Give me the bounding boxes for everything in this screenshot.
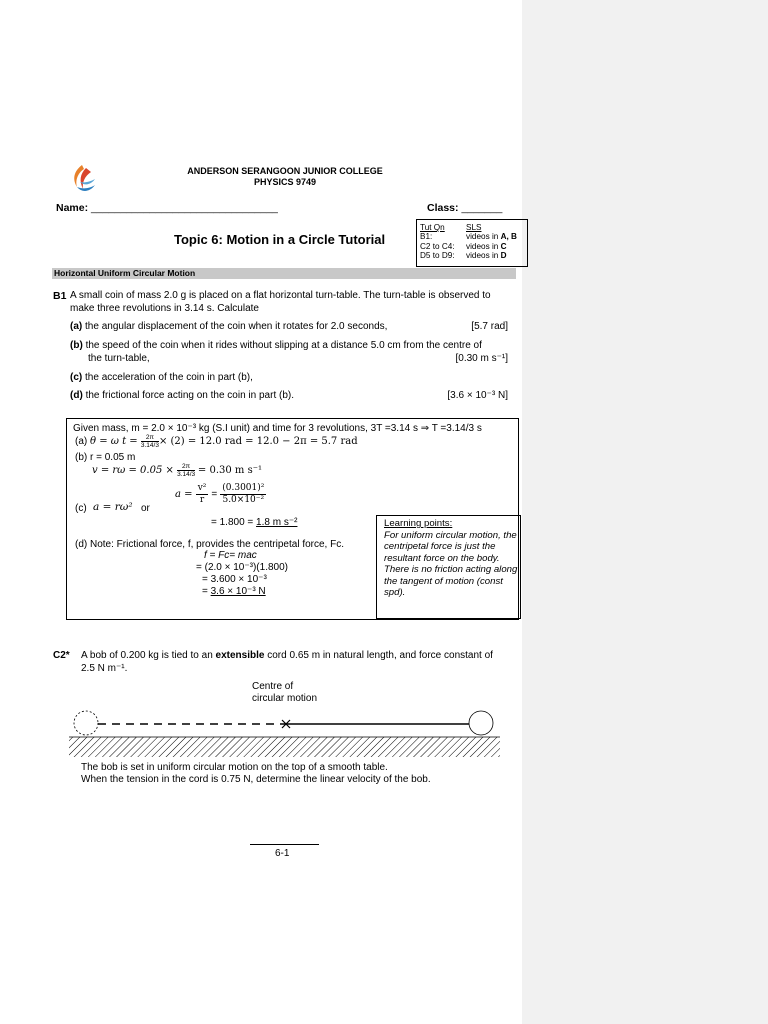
frac-top: 2π (141, 434, 159, 442)
subject-code: PHYSICS 9749 (253, 177, 317, 187)
tutorial-video-table (416, 219, 528, 267)
c2-stem-line2: 2.5 N m⁻¹. (81, 662, 128, 674)
solution-d-line2: = (2.0 × 10⁻³)(1.800) (196, 562, 288, 573)
tut-row-sls (466, 242, 517, 251)
bob-dashed-position (74, 711, 98, 735)
part-text: the speed of the coin when it rides without slipping at a distance 5.0 cm from the centre of (85, 340, 482, 351)
c2-body-line2: When the tension in the cord is 0.75 N, determine the linear velocity of the bob. (81, 774, 431, 785)
part-answer: [5.7 rad] (471, 321, 508, 332)
sol-d-line4-value: 3.6 × 10⁻³ N (210, 586, 266, 597)
b1-stem (70, 290, 491, 315)
learning-points-title: Learning points: (384, 518, 453, 529)
college-logo-icon (68, 163, 98, 195)
class-label: Class: (427, 202, 459, 214)
part-label: (d) (70, 390, 83, 401)
c2-body (81, 762, 431, 786)
sol-a-fraction (141, 434, 159, 449)
solution-c-fraction-group: a = $\frac{\text{v²}}{r}$ = $\frac{\text{(0.3001)²}}{\text{5.0×10⁻²}}$ (175, 483, 265, 505)
learning-points-box (376, 515, 521, 619)
frac-top: 2π (177, 463, 195, 471)
solution-c-result (211, 517, 297, 529)
tut-header-qn: Tut Qn (420, 223, 445, 232)
learning-point-1: For uniform circular motion, the centripetal force is just the resultant force on the body. (384, 529, 517, 564)
sol-d-line4-pre: = (202, 586, 211, 597)
bob (469, 711, 493, 735)
frac-bottom: r (199, 495, 205, 505)
b1-part-c (70, 372, 516, 385)
tut-row-qn: D5 to D9: (420, 250, 455, 260)
page-title: Topic 6: Motion in a Circle Tutorial (174, 232, 386, 247)
tut-row-sls (466, 251, 517, 260)
solution-part-b (92, 463, 262, 478)
solution-part-c-prefix: (c) (75, 503, 87, 514)
college-header (150, 166, 420, 188)
tut-row-bold: A, B (500, 232, 517, 242)
section-heading: Horizontal Uniform Circular Motion (52, 268, 516, 279)
name-blank: ________________________________ (91, 202, 278, 214)
tut-row-bold: D (500, 250, 507, 260)
c2-stem (81, 650, 493, 675)
part-label: (b) (70, 340, 83, 351)
solution-c-or: or (141, 503, 150, 514)
frac-bottom: 3.14/3 (140, 442, 159, 449)
sol-c-a: a = (175, 489, 196, 500)
b1-stem-line1: A small coin of mass 2.0 g is placed on a flat horizontal turn-table. The turn-table is observed to (70, 290, 491, 301)
part-text: the angular displacement of the coin when it rotates for 2.0 seconds, (85, 321, 388, 332)
part-label: (a) (70, 321, 83, 332)
solution-d-line4 (202, 586, 266, 598)
sol-a-eq-rhs: × (2) = 12.0 rad = 12.0 − 2π = 5.7 rad (158, 436, 358, 448)
table-row (420, 251, 517, 260)
question-number-c2: C2* (53, 650, 70, 661)
frac-bottom: 3.14/3 (177, 471, 196, 478)
solution-d-line3: = 3.600 × 10⁻³ (202, 574, 267, 585)
c2-stem-bold: extensible (215, 650, 265, 661)
tut-header-sls: SLS (466, 223, 482, 232)
part-text-line2: the turn-table, (88, 352, 150, 364)
circular-motion-diagram (60, 700, 520, 760)
learning-point-2: There is no friction acting along the tangent of motion (const spd). (384, 564, 518, 598)
tut-table-header (420, 223, 517, 232)
class-field (427, 202, 502, 214)
sol-b-eq-lhs: v = rω = 0.05 × (92, 465, 178, 477)
sol-c-result-value: 1.8 m s⁻² (256, 517, 298, 528)
part-text: the frictional force acting on the coin in part (b). (85, 390, 295, 401)
frac-bottom: 5.0×10⁻² (222, 495, 265, 505)
part-answer: [3.6 × 10⁻³ N] (447, 390, 508, 401)
b1-part-a (70, 321, 516, 334)
college-name: ANDERSON SERANGOON JUNIOR COLLEGE (187, 166, 383, 176)
solution-d-line1: f = Fc= mac (204, 550, 257, 561)
solution-part-a (75, 434, 358, 449)
tut-row-sls (466, 232, 517, 241)
comment-pane (522, 0, 768, 1024)
sol-a-prefix: (a) (75, 436, 90, 448)
sol-c-frac-v2r (196, 483, 209, 506)
b1-part-d (70, 390, 516, 403)
b1-stem-line2: make three revolutions in 3.14 s. Calculate (70, 302, 259, 314)
name-label: Name: (56, 202, 89, 214)
c2-stem-post: cord 0.65 m in natural length, and force constant of (264, 650, 493, 661)
frac-top: v² (197, 483, 207, 493)
diagram-label-line1: Centre of (252, 681, 294, 692)
solution-d-note: (d) Note: Frictional force, f, provides the centripetal force, Fc. (75, 539, 344, 550)
solution-part-b-r: (b) r = 0.05 m (75, 452, 136, 463)
table-surface (69, 737, 500, 757)
tut-row-bold: C (500, 241, 507, 251)
sol-c-frac-num (220, 483, 266, 506)
page-number: 6-1 (275, 848, 290, 859)
class-blank: _______ (461, 202, 503, 214)
part-answer: [0.30 m s⁻¹] (455, 352, 508, 364)
frac-top: (0.3001)² (222, 483, 265, 493)
tut-row-pre: videos in (466, 232, 501, 242)
tut-row-pre: videos in (466, 241, 501, 251)
sol-b-eq-rhs: = 0.30 m s⁻¹ (197, 465, 263, 477)
tut-row-qn: B1: (420, 232, 433, 242)
sol-b-fraction (177, 463, 195, 478)
tut-row-qn: C2 to C4: (420, 241, 455, 251)
table-row (420, 242, 517, 251)
tut-row-pre: videos in (466, 250, 501, 260)
c2-stem-pre: A bob of 0.200 kg is tied to an (81, 650, 216, 661)
diagram-label-line2: circular motion (252, 692, 318, 704)
c2-body-line1: The bob is set in uniform circular motion on the top of a smooth table. (81, 762, 388, 773)
sol-c-result-pre: = 1.800 = (211, 517, 257, 528)
tut-table (420, 223, 517, 260)
table-row (420, 232, 517, 241)
b1-part-b (70, 340, 516, 365)
question-number-b1: B1 (53, 290, 67, 302)
solution-c-formula: a = rω² (93, 501, 133, 513)
c2-stem-line1 (81, 650, 493, 663)
name-field (56, 202, 278, 214)
solution-given: Given mass, m = 2.0 × 10⁻³ kg (S.I unit) and time for 3 revolutions, 3T =3.14 s ⇒ T =3.14/3 s (73, 423, 482, 434)
footer-divider (250, 844, 319, 845)
part-label: (c) (70, 372, 83, 383)
sol-a-eq-lhs: θ = ω t = (90, 436, 141, 448)
part-text: the acceleration of the coin in part (b), (85, 372, 253, 383)
